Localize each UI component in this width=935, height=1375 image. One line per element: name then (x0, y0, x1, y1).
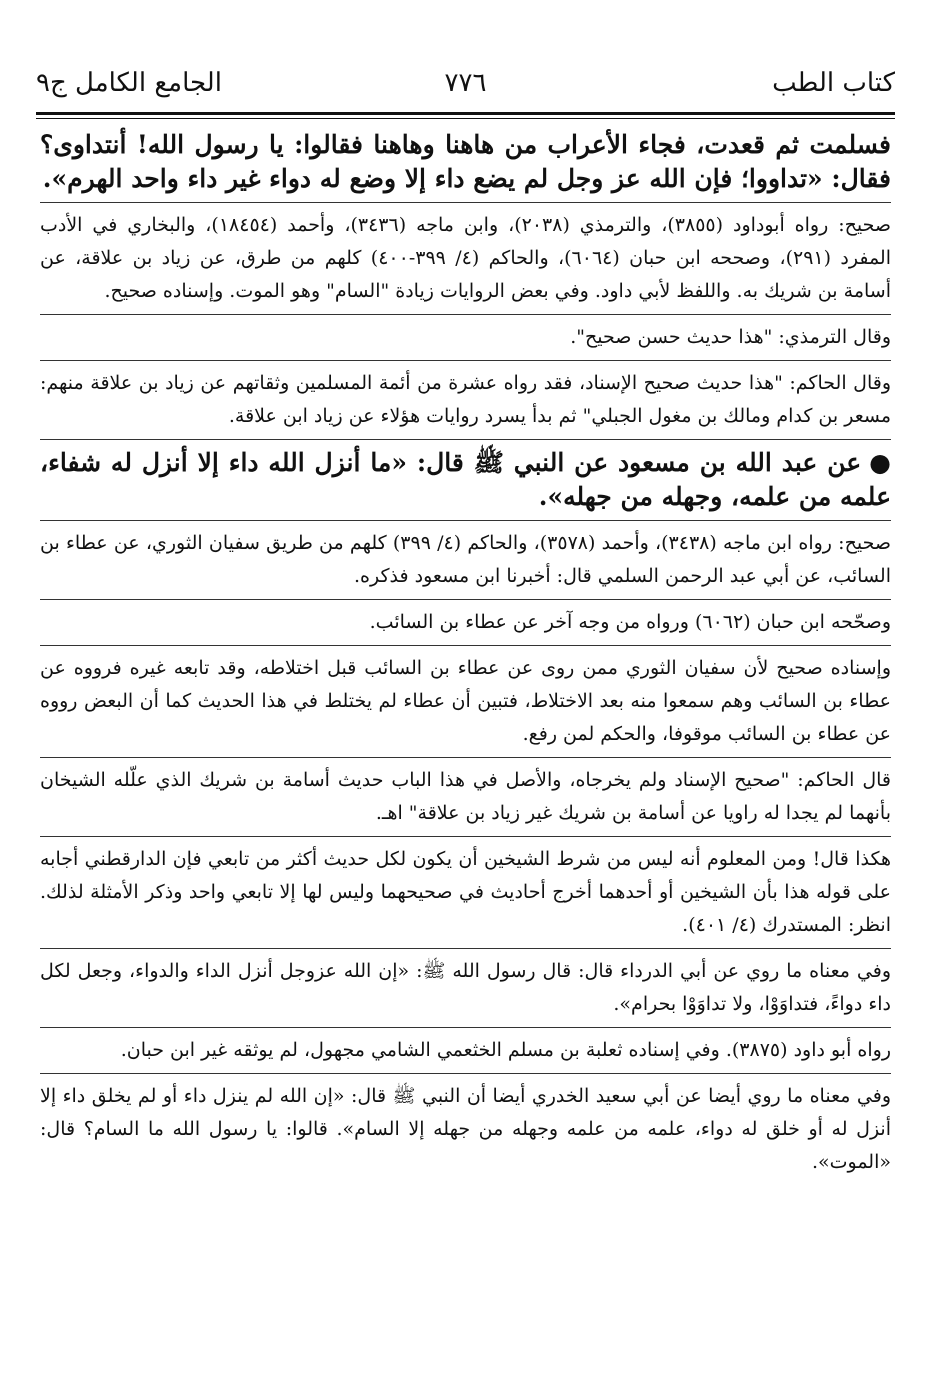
abu-darda-hadith: وفي معناه ما روي عن أبي الدرداء قال: قال رسول الله ﷺ: «إن الله عزوجل أنزل الداء والدواء، وجعل لكل داء دواءً، فتداوَوْا، ولا تداوَوْا بحرام». (40, 960, 891, 1015)
section-divider (40, 1027, 891, 1028)
section-divider (40, 360, 891, 361)
section-divider (40, 520, 891, 521)
section-divider (40, 836, 891, 837)
section-divider (40, 1073, 891, 1074)
book-title: الجامع الكامل ج٩ (36, 68, 222, 98)
section-divider (40, 314, 891, 315)
isnad-note: وإسناده صحيح لأن سفيان الثوري ممن روى عن عطاء بن السائب قبل اختلاطه، وقد تابعه غيره فرووه عن عطاء بن السائب وهم سمعوا منه بعد الاختلاط، فتبين أن عطاء لم يختلط في هذا الحديث كما أن البعض رووه عن عطاء بن السائب موقوفا، والحكم لمن رفع. (40, 657, 891, 745)
ibn-hibban-note: وصحّحه ابن حبان (٦٠٦٢) ورواه من وجه آخر عن عطاء بن السائب. (369, 611, 891, 633)
section-divider (40, 948, 891, 949)
section-divider (40, 599, 891, 600)
abu-dawud-note: رواه أبو داود (٣٨٧٥). وفي إسناده ثعلبة بن مسلم الخثعمي الشامي مجهول، لم يوثقه غير ابن حبان. (120, 1039, 891, 1061)
page-content (40, 128, 891, 1179)
hadith-body: عن عبد الله بن مسعود عن النبي ﷺ قال: «ما أنزل الله داء إلا أنزل له شفاء، علمه من علمه، وجهله من جهله». (40, 448, 891, 511)
tirmidhi-note: وقال الترمذي: "هذا حديث حسن صحيح". (570, 326, 891, 348)
bullet-icon: ● (869, 448, 891, 477)
hadith-text-continued: فسلمت ثم قعدت، فجاء الأعراب من هاهنا وهاهنا فقالوا: يا رسول الله! أنتداوى؟ فقال: «تداووا؛ فإن الله عز وجل لم يضع داء إلا وضع له دواء غير داء واحد الهرم». (40, 130, 891, 193)
section-divider (40, 439, 891, 440)
section-divider (40, 757, 891, 758)
hakim-quote: قال الحاكم: "صحيح الإسناد ولم يخرجاه، والأصل في هذا الباب حديث أسامة بن شريك الذي علّله الشيخان بأنهما لم يجدا له راويا عن أسامة بن شريك غير زياد بن علاقة" اهـ. (40, 769, 891, 824)
takhrij-note: صحيح: رواه ابن ماجه (٣٤٣٨)، وأحمد (٣٥٧٨)، والحاكم (٤/ ٣٩٩) كلهم من طريق سفيان الثوري، عن عطاء بن السائب، عن أبي عبد الرحمن السلمي قال: أخبرنا ابن مسعود فذكره. (40, 532, 891, 587)
section-divider (40, 202, 891, 203)
abu-said-hadith: وفي معناه ما روي أيضا عن أبي سعيد الخدري أيضا أن النبي ﷺ قال: «إن الله لم ينزل داء أو لم يخلق داء إلا أنزل له أو خلق له دواء، علمه من علمه وجهله من جهله إلا السام». قالوا: يا رسول الله ما السام؟ قال: «الموت». (40, 1085, 891, 1173)
takhrij-note: صحيح: رواه أبوداود (٣٨٥٥)، والترمذي (٢٠٣٨)، وابن ماجه (٣٤٣٦)، وأحمد (١٨٤٥٤)، والبخاري في الأدب المفرد (٢٩١)، وصححه ابن حبان (٦٠٦٤)، والحاكم (٤/ ٣٩٩-٤٠٠) كلهم من طرق، عن زياد بن علاقة، عن أسامة بن شريك به. واللفظ لأبي داود. وفي بعض الروايات زيادة "السام" وهو الموت. وإسناده صحيح. (40, 214, 892, 302)
running-header (36, 62, 895, 106)
header-rule-thick (36, 112, 895, 115)
page-number: ٧٧٦ (444, 68, 487, 98)
header-rule-thin (36, 118, 895, 119)
daraqutni-note: هكذا قال! ومن المعلوم أنه ليس من شرط الشيخين أن يكون لكل حديث أكثر من تابعي فإن الدارقطني أجابه على قوله هذا بأن الشيخين أو أحدهما أخرج أحاديث في صحيحهما وليس لها إلا تابعي واحد وذكر الأمثلة لذلك. انظر: المستدرك (٤/ ٤٠١). (40, 848, 891, 936)
chapter-title: كتاب الطب (772, 68, 895, 98)
section-divider (40, 645, 891, 646)
hadith-text (40, 446, 891, 514)
hakim-note: وقال الحاكم: "هذا حديث صحيح الإسناد، فقد رواه عشرة من أئمة المسلمين وثقاتهم عن زياد بن علاقة منهم: مسعر بن كدام ومالك بن مغول الجبلي" ثم بدأ يسرد روايات هؤلاء عن زياد ابن علاقة. (40, 372, 891, 427)
